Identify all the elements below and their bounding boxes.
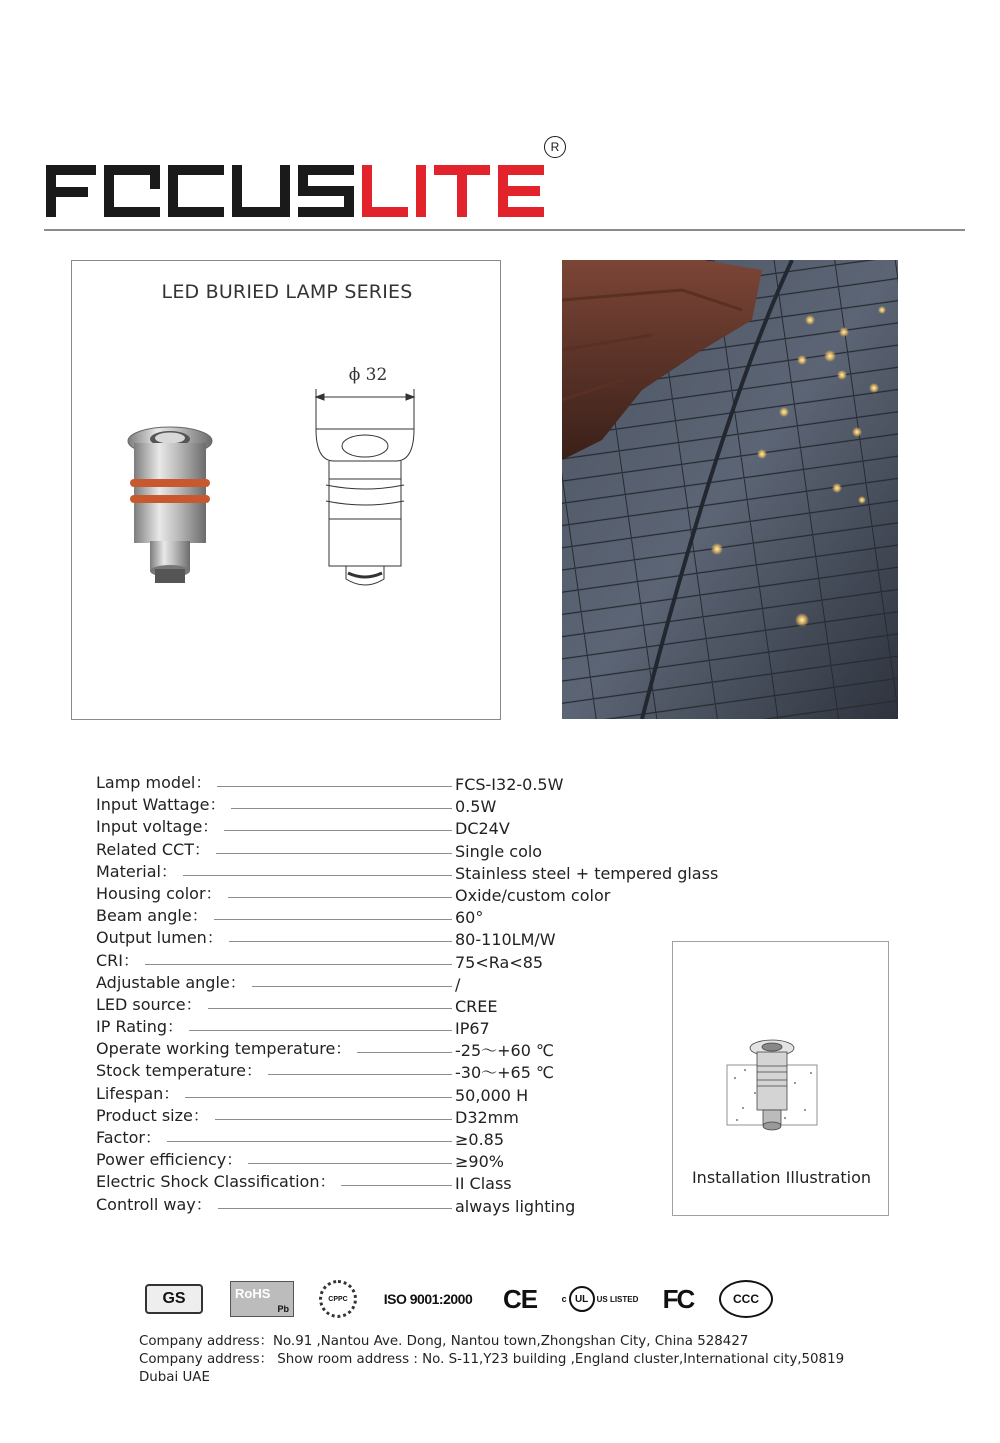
spec-label: Input Wattage： xyxy=(96,794,231,816)
fcc-cert-icon: FC xyxy=(662,1283,694,1314)
spec-label: Output lumen： xyxy=(96,927,229,949)
spec-row xyxy=(96,883,736,905)
installation-caption: Installation Illustration xyxy=(691,1168,872,1187)
header-divider xyxy=(44,229,965,231)
spec-row xyxy=(96,905,736,927)
spec-value: 75<Ra<85 xyxy=(455,952,544,972)
installation-illustration-box xyxy=(672,941,889,1216)
spec-value: ≥0.85 xyxy=(455,1130,505,1149)
spec-row xyxy=(96,839,736,861)
spec-row xyxy=(96,816,736,838)
gs-cert-icon: GS xyxy=(144,1276,204,1322)
spec-row xyxy=(96,794,736,816)
spec-value: CREE xyxy=(455,996,498,1016)
spec-row xyxy=(96,950,736,972)
spec-label: Product size： xyxy=(96,1105,215,1127)
spec-row xyxy=(96,1016,736,1038)
spec-label: Electric Shock Classification： xyxy=(96,1171,341,1193)
spec-row xyxy=(96,1171,736,1193)
cppc-cert-icon: CPPC xyxy=(318,1276,358,1322)
spec-label: Controll way： xyxy=(96,1194,218,1216)
spec-value: 60° xyxy=(455,908,484,928)
lamp-technical-drawing xyxy=(304,361,434,591)
spec-label: Lamp model： xyxy=(96,772,217,794)
spec-value: DC24V xyxy=(455,819,510,839)
spec-value: II Class xyxy=(455,1174,512,1194)
spec-row xyxy=(96,1060,736,1082)
spec-value: Stainless steel + tempered glass xyxy=(455,863,719,883)
spec-value: Single colo xyxy=(455,841,543,861)
ce-cert-icon: CE xyxy=(502,1283,538,1314)
series-title: LED BURIED LAMP SERIES xyxy=(161,281,413,303)
spec-label: Related CCT： xyxy=(96,839,216,861)
spec-label: Housing color： xyxy=(96,883,228,905)
spec-row xyxy=(96,861,736,883)
spec-leader-line xyxy=(96,964,452,965)
spec-label: Input voltage： xyxy=(96,816,224,838)
ul-listed-cert-icon: c UL US LISTED xyxy=(560,1276,640,1322)
spec-row xyxy=(96,1083,736,1105)
installation-drawing xyxy=(725,1038,820,1138)
address-line-2: Company address： Show room address : No. S-11,Y23 building ,England cluster,International city,50819 Dubai UAE xyxy=(139,1352,845,1385)
spec-value: D32mm xyxy=(455,1107,519,1127)
spec-value: -30～+65 ℃ xyxy=(455,1063,554,1083)
installation-scene-photo xyxy=(562,260,898,719)
registered-mark-icon: R xyxy=(544,136,566,158)
certification-logos xyxy=(140,1276,780,1322)
iso-cert-label: ISO 9001:2000 xyxy=(383,1291,473,1307)
spec-label: Power efficiency： xyxy=(96,1149,248,1171)
spec-label: Stock temperature： xyxy=(96,1060,268,1082)
spec-row xyxy=(96,1149,736,1171)
spec-value: 50,000 H xyxy=(455,1085,529,1105)
spec-label: Operate working temperature： xyxy=(96,1038,357,1060)
spec-value: IP67 xyxy=(455,1019,490,1039)
ccc-cert-icon: CCC xyxy=(718,1276,774,1322)
spec-row xyxy=(96,1194,736,1216)
spec-value: / xyxy=(455,974,461,994)
spec-row xyxy=(96,1105,736,1127)
spec-value: Oxide/custom color xyxy=(455,885,611,905)
company-address xyxy=(139,1333,879,1387)
spec-value: 0.5W xyxy=(455,797,497,817)
spec-label: Adjustable angle： xyxy=(96,972,252,994)
lamp-product-photo xyxy=(120,421,220,591)
spec-row xyxy=(96,994,736,1016)
spec-value: FCS-I32-0.5W xyxy=(455,775,564,794)
spec-value: -25～+60 ℃ xyxy=(455,1041,554,1061)
diameter-dimension-label: ϕ 32 xyxy=(348,365,388,385)
spec-label: CRI： xyxy=(96,950,145,972)
logo-wordmark xyxy=(44,140,574,225)
spec-value: 80-110LM/W xyxy=(455,930,556,950)
spec-row xyxy=(96,927,736,949)
spec-label: Factor： xyxy=(96,1127,167,1149)
address-line-1: Company address：No.91 ,Nantou Ave. Dong, Nantou town,Zhongshan City, China 528427 xyxy=(139,1334,749,1349)
product-overview-box xyxy=(71,260,501,720)
rohs-cert-icon: RoHS Pb xyxy=(228,1276,296,1322)
spec-label: Lifespan： xyxy=(96,1083,185,1105)
spec-value: ≥90% xyxy=(455,1152,504,1172)
spec-row xyxy=(96,1038,736,1060)
spec-label: Material： xyxy=(96,861,183,883)
spec-row xyxy=(96,972,736,994)
spec-label: IP Rating： xyxy=(96,1016,189,1038)
spec-row xyxy=(96,772,736,794)
spec-row xyxy=(96,1127,736,1149)
spec-label: Beam angle： xyxy=(96,905,214,927)
specification-list xyxy=(96,772,736,1216)
spec-value: always lighting xyxy=(455,1196,576,1216)
spec-label: LED source： xyxy=(96,994,208,1016)
